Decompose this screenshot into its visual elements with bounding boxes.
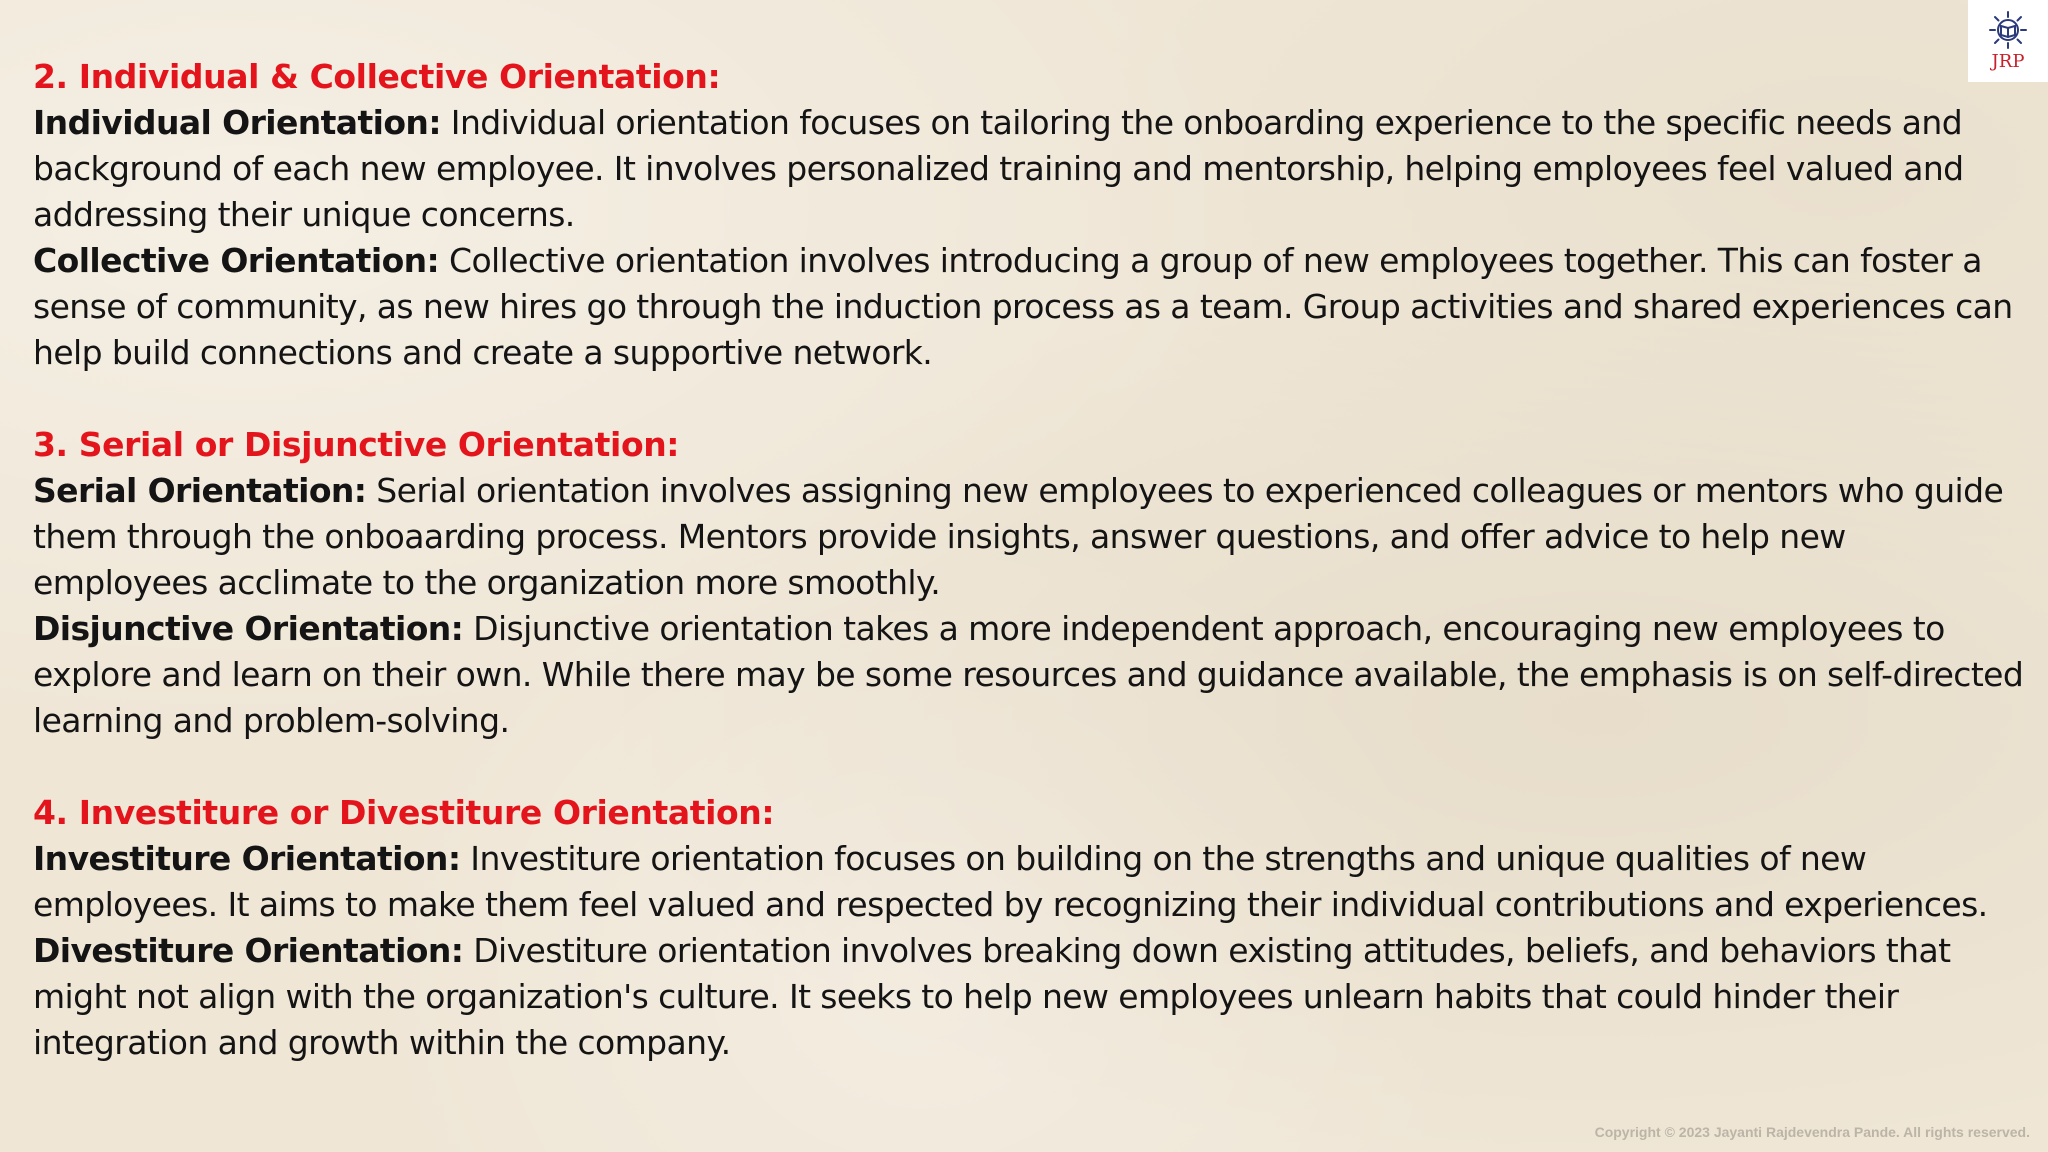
definition-text: Disjunctive orientation takes a more independent approach, encouraging new employees to explore and learn on their own. While there may be some resources and guidance available, the emphasis is on self-directed learning and problem-solving. (33, 609, 2024, 740)
section-heading: 4. Investiture or Divestiture Orientation: (33, 793, 775, 832)
definition-paragraph (33, 606, 2028, 744)
section-heading: 3. Serial or Disjunctive Orientation: (33, 425, 680, 464)
definition-term: Individual Orientation: (33, 103, 441, 142)
definition-text: Investiture orientation focuses on building on the strengths and unique qualities of new employees. It aims to make them feel valued and respected by recognizing their individual contributions and experiences. (33, 839, 1988, 924)
definition-text: Divestiture orientation involves breaking down existing attitudes, beliefs, and behaviors that might not align with the organization's culture. It seeks to help new employees unlearn habits that could hinder their integration and growth within the company. (33, 931, 1951, 1062)
definition-term: Divestiture Orientation: (33, 931, 464, 970)
logo-text: JRP (1991, 51, 2025, 72)
definition-term: Disjunctive Orientation: (33, 609, 464, 648)
definition-text: Collective orientation involves introducing a group of new employees together. This can foster a sense of community, as new hires go through the induction process as a team. Group activities and shared experiences can help build connections and create a supportive network. (33, 241, 2013, 372)
slide-content (33, 51, 2028, 1066)
definition-term: Serial Orientation: (33, 471, 367, 510)
section-spacer (33, 376, 2028, 422)
section-investiture-divestiture (33, 790, 2028, 1066)
definition-term: Collective Orientation: (33, 241, 440, 280)
section-heading: 2. Individual & Collective Orientation: (33, 57, 721, 96)
book-sun-icon (1986, 10, 2030, 50)
definition-paragraph (33, 836, 2028, 928)
section-spacer (33, 744, 2028, 790)
definition-text: Individual orientation focuses on tailoring the onboarding experience to the specific needs and background of each new employee. It involves personalized training and mentorship, helping employees feel valued and addressing their unique concerns. (33, 103, 1964, 234)
section-individual-collective (33, 51, 2028, 376)
copyright-notice: Copyright © 2023 Jayanti Rajdevendra Pande. All rights reserved. (1594, 1124, 2030, 1140)
definition-paragraph (33, 928, 2028, 1066)
definition-paragraph (33, 238, 2028, 376)
definition-text: Serial orientation involves assigning new employees to experienced colleagues or mentors who guide them through the onboaarding process. Mentors provide insights, answer questions, and offer advice to help new employees acclimate to the organization more smoothly. (33, 471, 2004, 602)
definition-paragraph (33, 468, 2028, 606)
definition-term: Investiture Orientation: (33, 839, 461, 878)
section-serial-disjunctive (33, 422, 2028, 744)
definition-paragraph (33, 100, 2028, 238)
